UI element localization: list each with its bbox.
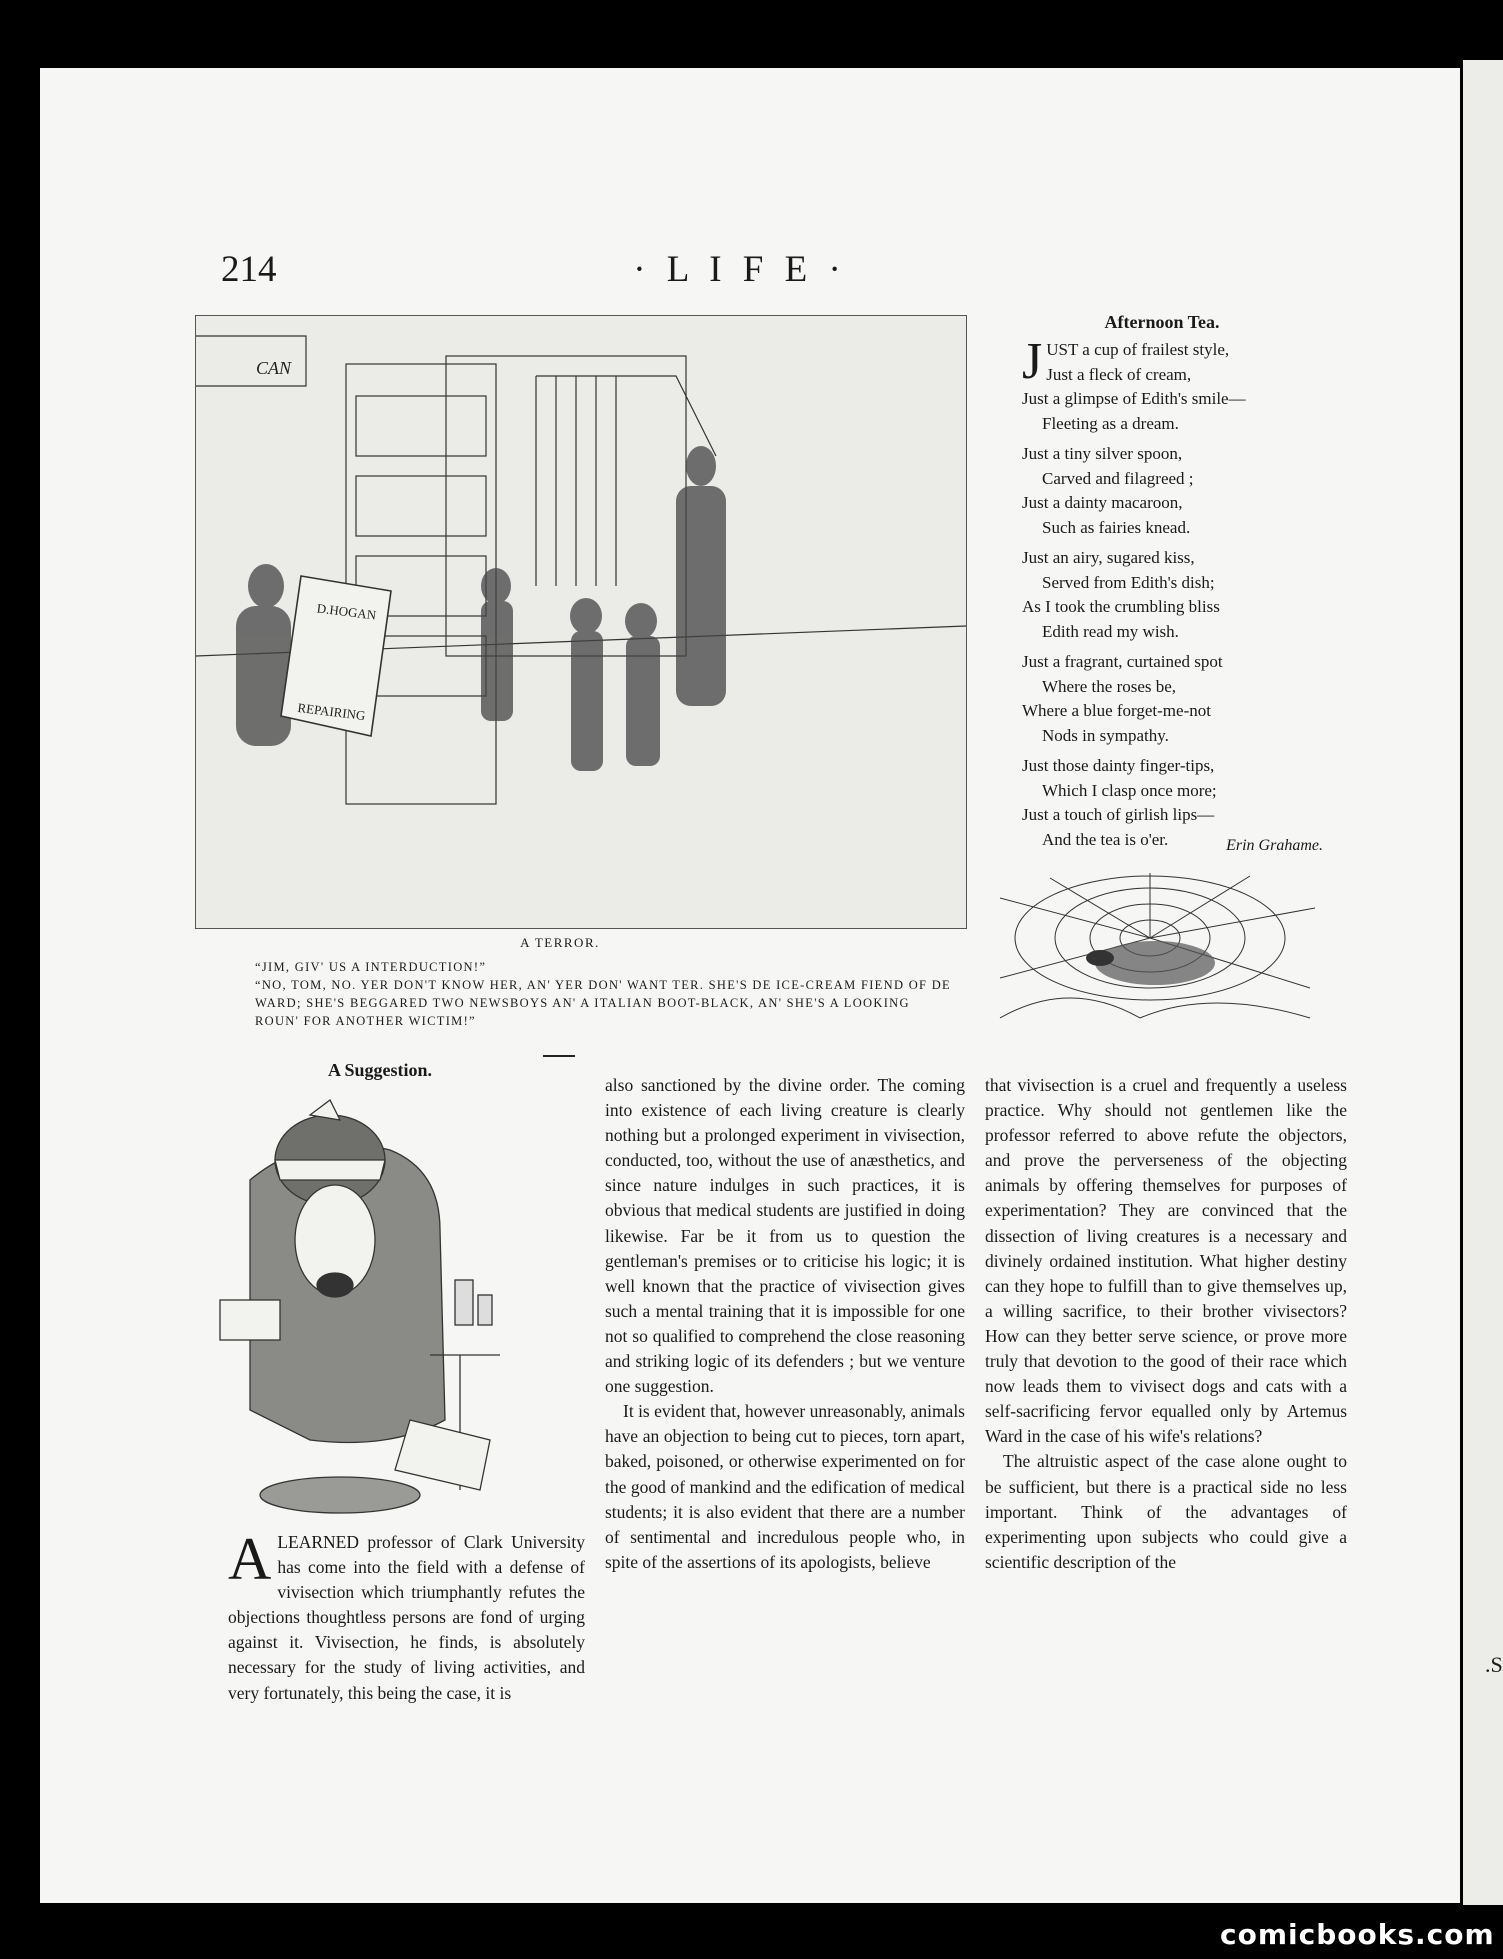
article-paragraph: LEARNED professor of Clark University has come into the field with a defense of vivisection which triumphantly refutes the objections thoughtless persons are fond of urging against it. Vivisection, he finds, is absolutely necessary for the study of living activities, and very fortunately, this being the case, it is: [228, 1532, 585, 1703]
sick-dog-illustration: [190, 1090, 575, 1518]
poem-line: Nods in sympathy.: [1042, 725, 1169, 745]
article-dropcap: A: [228, 1526, 272, 1592]
watermark-text: comicbooks.com: [1220, 1918, 1495, 1951]
poem-line: Just an airy, sugared kiss,: [1022, 548, 1195, 567]
poem-line: Served from Edith's dish;: [1042, 572, 1215, 592]
poem-line: And the tea is o'er.: [1042, 829, 1169, 849]
sign-name-text: D.HOGAN: [316, 600, 378, 623]
poem-line: Which I clasp once more;: [1042, 780, 1217, 800]
adjacent-page-edge: [1463, 60, 1503, 1905]
illustration-title: A TERROR.: [520, 935, 600, 950]
poem-line: Just a fleck of cream,: [1046, 364, 1192, 384]
illustration-caption: [255, 958, 955, 1030]
poem-line: UST a cup of frailest style,: [1046, 340, 1230, 359]
article-title: A Suggestion.: [327, 1060, 433, 1080]
article-paragraph: that vivisection is a cruel and frequently a useless practice. Why should not gentlemen like the professor referred to above refute the objectors, and prove the perverseness of the objecting animals by offering themselves for purposes of experimentation? They are convinced that the dissection of living creatures is a necessary and divinely ordained institution. What higher destiny can they hope to fulfill than to give themselves up, a willing sacrifice, to their brother vivisectors? How can they better serve science, or prove more truly that devotion to the good of their race which now leads them to vivisect dogs and cats with a self-sacrificing fervor equalled only by Artemus Ward in the case of his wife's relations?: [985, 1075, 1347, 1447]
article-column-1: [228, 1526, 585, 1706]
poem-body: [1022, 333, 1322, 858]
poem-stanza: [1022, 650, 1322, 748]
caption-rule: [543, 1055, 575, 1057]
poem-line: Where a blue forget-me-not: [1022, 701, 1211, 720]
article-paragraph: The altruistic aspect of the case alone ought to be sufficient, but there is a practical side no less important. Think of the advantages of experimenting upon subjects who could give a scientific description of the: [985, 1451, 1347, 1572]
poem-dropcap: J: [1022, 333, 1043, 390]
poem-line: Just a fragrant, curtained spot: [1022, 652, 1223, 671]
poem-line: Just a touch of girlish lips—: [1022, 805, 1215, 824]
poem-line: Just a dainty macaroon,: [1022, 493, 1183, 512]
caption-line: “JIM, GIV' US A INTERDUCTION!”: [255, 960, 487, 974]
poem-line: As I took the crumbling bliss: [1022, 597, 1220, 616]
poem-stanza: [1022, 333, 1322, 436]
masthead-title: · L I F E ·: [633, 249, 847, 290]
adjacent-page-text: .S: [1485, 1652, 1503, 1677]
sign-bottom-text: REPAIRING: [296, 699, 367, 724]
poem-line: Just a tiny silver spoon,: [1022, 444, 1183, 463]
poem-stanza: [1022, 546, 1322, 644]
poem-line: Edith read my wish.: [1042, 621, 1179, 641]
article-paragraph: also sanctioned by the divine order. The coming into existence of each living creature is clearly nothing but a prolonged experiment in vivisection, conducted, too, without the use of anæsthetics, and since nature indulges in such practices, it is obvious that medical students are justified in doing likewise. Far be it from us to question the gentleman's premises or to criticise his logic; it is well known that the practice of vivisection gives such a mental training that it is impossible for one not so qualified to comprehend the close reasoning and striking logic of its defenders ; but we venture one suggestion.: [605, 1075, 965, 1397]
poem-line: Just those dainty finger-tips,: [1022, 756, 1215, 775]
poem-line: Such as fairies knead.: [1042, 517, 1191, 537]
poem-line: Where the roses be,: [1042, 676, 1177, 696]
poem-line: Carved and filagreed ;: [1042, 468, 1194, 488]
street-scene-illustration: [195, 315, 967, 929]
poem-line: Fleeting as a dream.: [1042, 413, 1179, 433]
page-number: 214: [221, 249, 277, 290]
article-column-3: [985, 1073, 1347, 1575]
poem-author: Erin Grahame.: [1226, 837, 1323, 854]
poem-title: Afternoon Tea.: [1104, 312, 1220, 332]
article-column-2: [605, 1073, 965, 1575]
poem-line: Just a glimpse of Edith's smile—: [1022, 389, 1246, 408]
article-paragraph: It is evident that, however unreasonably, animals have an objection to being cut to pieces, torn apart, baked, poisoned, or otherwise experimented on for the good of mankind and the edification of medical students; it is also evident that there are a number of sentimental and incredulous people who, in spite of the assertions of its apologists, believe: [605, 1401, 965, 1572]
storefront-text: CAN: [256, 358, 292, 378]
caption-line: “NO, TOM, NO. YER DON'T KNOW HER, AN' YER DON' WANT TER. SHE'S DE ICE-CREAM FIEND OF DE WARD; SHE'S BEGGARED TWO NEWSBOYS AN' A ITALIAN BOOT-BLACK, AN' SHE'S A LOOKING ROUN' FOR ANOTHER WICTIM!”: [255, 978, 951, 1028]
spider-web-illustration: [990, 868, 1320, 1048]
poem-stanza: [1022, 442, 1322, 540]
